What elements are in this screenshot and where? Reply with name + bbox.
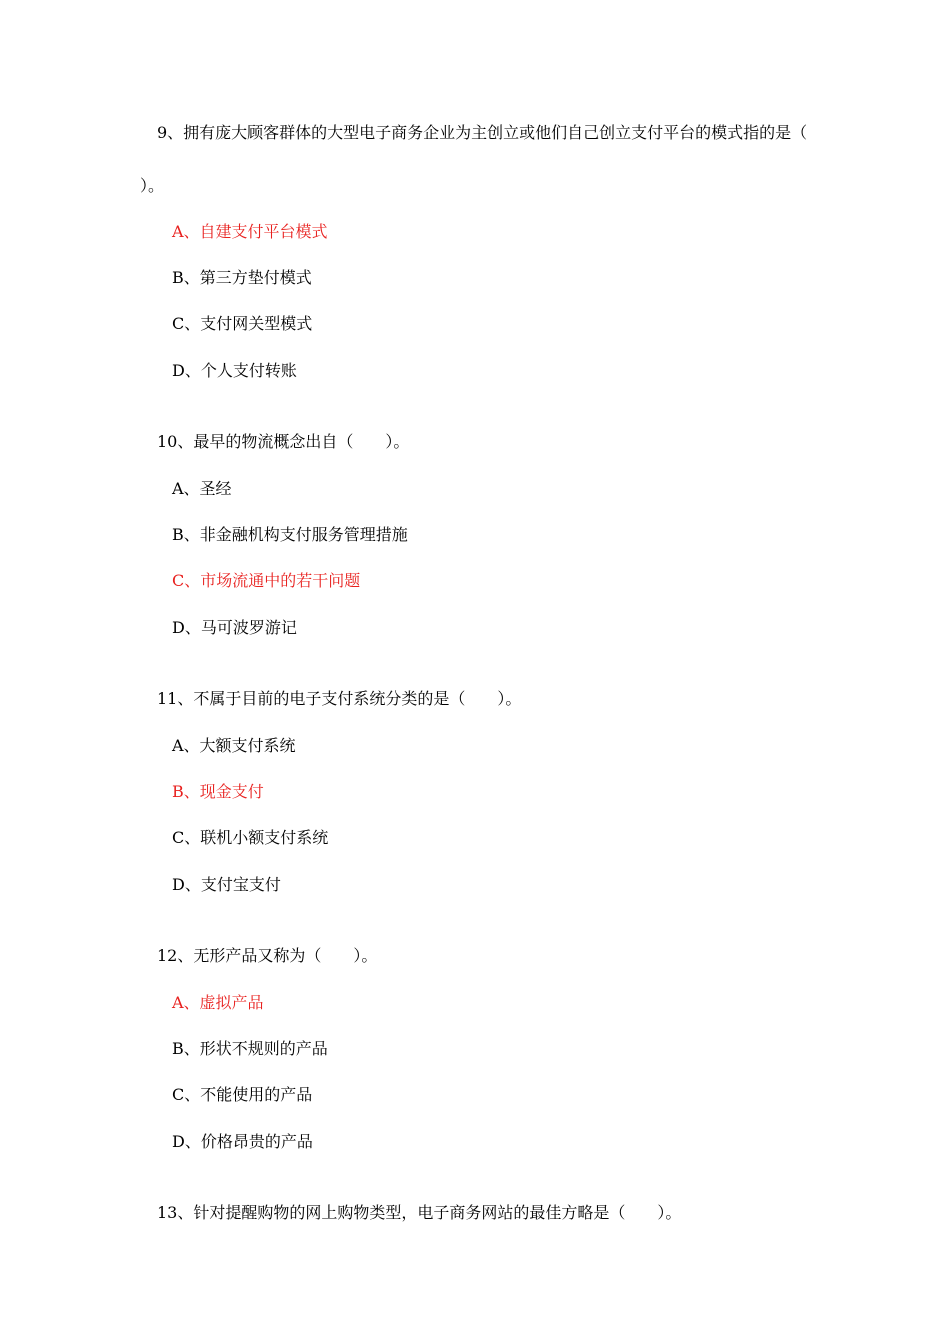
question-13-text: 13、针对提醒购物的网上购物类型，电子商务网站的最佳方略是（ ）。 xyxy=(157,1203,682,1222)
question-12-option-c: C、不能使用的产品 xyxy=(172,1085,313,1104)
question-11-option-a: A、大额支付系统 xyxy=(172,736,296,755)
question-11-option-d: D、支付宝支付 xyxy=(172,875,281,894)
question-9-text-continued: ）。 xyxy=(140,176,165,195)
question-9-option-c: C、支付网关型模式 xyxy=(172,314,313,333)
question-10-option-b: B、非金融机构支付服务管理措施 xyxy=(172,525,408,544)
question-12-option-b: B、形状不规则的产品 xyxy=(172,1039,328,1058)
question-10-text: 10、最早的物流概念出自（ ）。 xyxy=(157,432,410,451)
question-11-option-c: C、联机小额支付系统 xyxy=(172,828,329,847)
question-12-option-d: D、价格昂贵的产品 xyxy=(172,1132,313,1151)
question-9-text: 9、拥有庞大顾客群体的大型电子商务企业为主创立或他们自己创立支付平台的模式指的是（ xyxy=(157,123,808,142)
question-11-option-b: B、现金支付 xyxy=(172,782,264,801)
question-9-option-a: A、自建支付平台模式 xyxy=(172,222,328,241)
question-9-option-b: B、第三方垫付模式 xyxy=(172,268,312,287)
question-10-option-d: D、马可波罗游记 xyxy=(172,618,297,637)
question-10-option-c: C、市场流通中的若干问题 xyxy=(172,571,361,590)
question-12-text: 12、无形产品又称为（ ）。 xyxy=(157,946,378,965)
question-11-text: 11、不属于目前的电子支付系统分类的是（ ）。 xyxy=(157,689,522,708)
question-10-option-a: A、圣经 xyxy=(172,479,232,498)
question-12-option-a: A、虚拟产品 xyxy=(172,993,264,1012)
question-9-option-d: D、个人支付转账 xyxy=(172,361,297,380)
